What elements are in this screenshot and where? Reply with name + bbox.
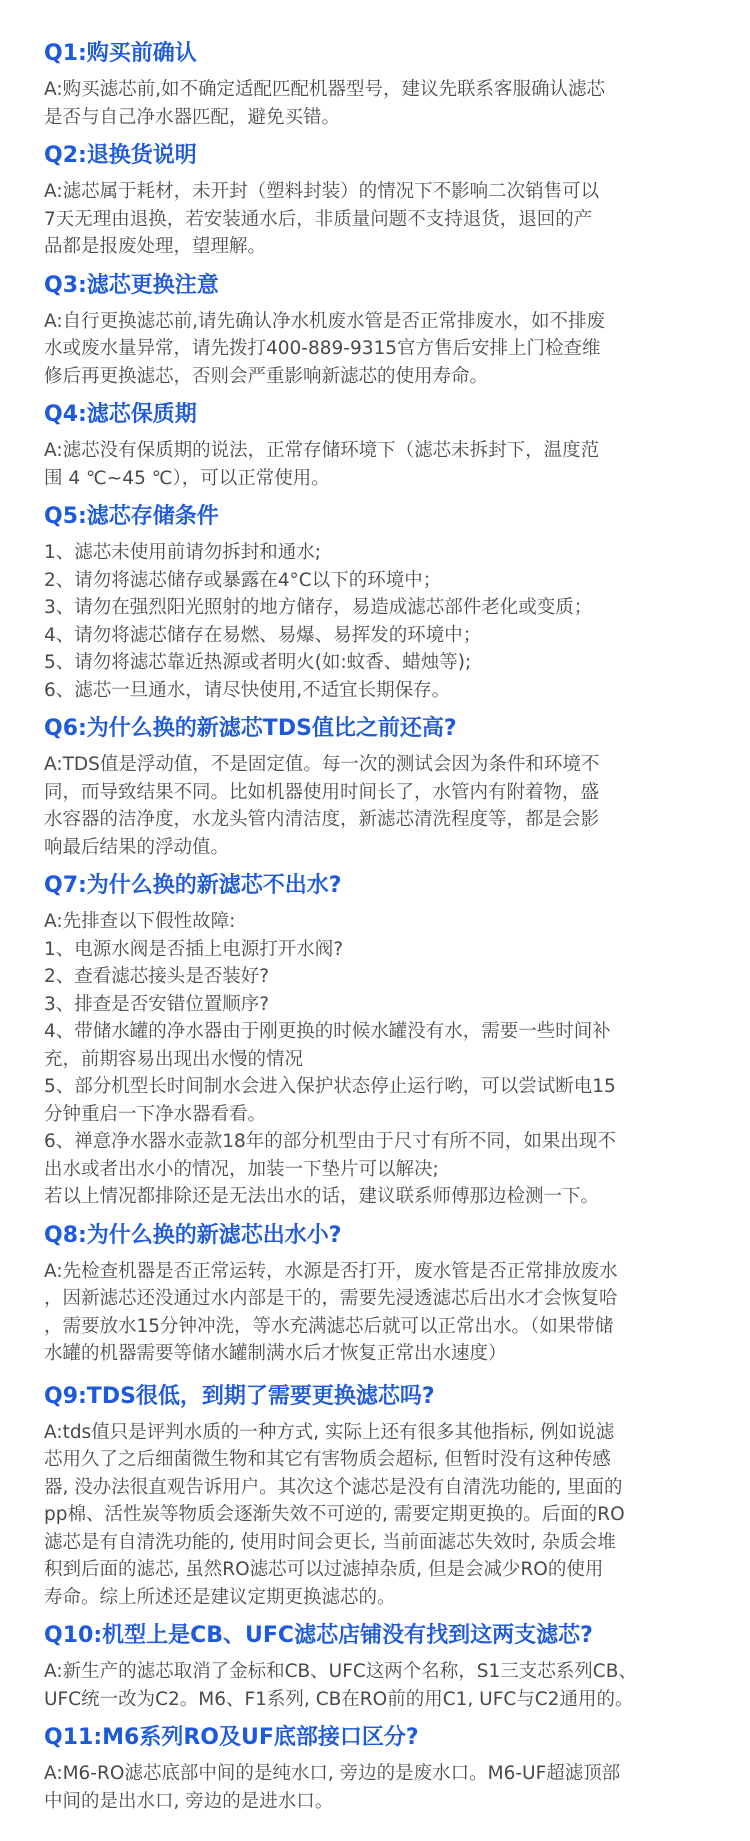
faq-answer-line: 器, 没办法很直观告诉用户。其次这个滤芯是没有自清洗功能的, 里面的 — [44, 1476, 623, 1498]
faq-item-q8 — [44, 1220, 712, 1368]
faq-answer-line: 3、排查是否安错位置顺序? — [44, 993, 270, 1015]
faq-answer-line: 水容器的洁净度，水龙头管内清洁度，新滤芯清洗程度等，都是会影 — [44, 809, 600, 830]
faq-answer-line: 积到后面的滤芯, 虽然RO滤芯可以过滤掉杂质, 但是会减少RO的使用 — [44, 1559, 604, 1580]
faq-item-q5 — [44, 501, 712, 704]
faq-question: Q7:为什么换的新滤芯不出水? — [44, 873, 342, 898]
faq-answer-line: A:tds值只是评判水质的一种方式, 实际上还有很多其他指标, 例如说滤 — [44, 1421, 615, 1443]
faq-answer-line: 1、电源水阀是否插上电源打开水阀? — [44, 938, 344, 960]
faq-answer-line: 品都是报废处理，望理解。 — [44, 236, 267, 257]
faq-question: Q3:滤芯更换注意 — [44, 272, 219, 298]
faq-answer-line: 3、请勿在强烈阳光照射的地方储存，易造成滤芯部件老化或变质； — [44, 597, 593, 618]
faq-item-q9 — [44, 1381, 712, 1612]
faq-answer-line: ，因新滤芯还没通过水内部是干的，需要先浸透滤芯后出水才会恢复哈 — [44, 1288, 618, 1309]
faq-answer-line: 滤芯是有自清洗功能的, 使用时间会更长, 当前面滤芯失效时, 杂质会堆 — [44, 1531, 616, 1553]
faq-answer-line: 2、查看滤芯接头是否装好? — [44, 966, 270, 987]
faq-answer-line: 7天无理由退换，若安装通水后，非质量问题不支持退货，退回的产 — [44, 208, 593, 230]
faq-item-q3 — [44, 270, 712, 391]
faq-answer-line: 围 4 ℃~45 ℃），可以正常使用。 — [44, 467, 330, 489]
faq-answer-line: A:先排查以下假性故障: — [44, 911, 236, 932]
faq-question: Q9:TDS很低，到期了需要更换滤芯吗? — [44, 1383, 435, 1409]
faq-question: Q8:为什么换的新滤芯出水小? — [44, 1222, 342, 1248]
faq-question: Q1:购买前确认 — [44, 41, 197, 66]
faq-answer-line: A:TDS值是浮动值，不是固定值。每一次的测试会因为条件和环境不 — [44, 754, 600, 775]
faq-answer-line: pp棉、活性炭等物质会逐渐失效不可逆的, 需要定期更换的。后面的RO — [44, 1504, 625, 1525]
faq-answer-line: 6、滤芯一旦通水，请尽快使用,不适宜长期保存。 — [44, 679, 451, 701]
faq-item-q6 — [44, 713, 712, 861]
faq-item-q1 — [44, 38, 712, 131]
faq-answer-line: 芯用久了之后细菌微生物和其它有害物质会超标, 但暂时没有这种传感 — [44, 1449, 611, 1470]
faq-answer-line: 修后再更换滤芯，否则会严重影响新滤芯的使用寿命。 — [44, 365, 489, 387]
faq-item-q11 — [44, 1722, 712, 1815]
faq-answer-line: 分钟重启一下净水器看看。 — [44, 1103, 267, 1125]
faq-question: Q10:机型上是CB、UFC滤芯店铺没有找到这两支滤芯? — [44, 1623, 593, 1648]
faq-item-q10 — [44, 1620, 712, 1713]
faq-answer-line: A:M6-RO滤芯底部中间的是纯水口, 旁边的是废水口。M6-UF超滤顶部 — [44, 1763, 621, 1784]
faq-question: Q11:M6系列RO及UF底部接口区分? — [44, 1725, 419, 1750]
faq-answer-line: A:购买滤芯前,如不确定适配匹配机器型号，建议先联系客服确认滤芯 — [44, 79, 605, 100]
faq-answer-line: ，需要放水15分钟冲洗，等水充满滤芯后就可以正常出水。（如果带储 — [44, 1315, 614, 1337]
faq-answer-line: A:滤芯没有保质期的说法，正常存储环境下（滤芯未拆封下，温度范 — [44, 440, 600, 461]
faq-answer-line: 5、部分机型长时间制水会进入保护状态停止运行哟，可以尝试断电15 — [44, 1076, 616, 1097]
faq-answer-line: A:先检查机器是否正常运转，水源是否打开，废水管是否正常排放废水 — [44, 1260, 618, 1282]
faq-answer-line: 4、请勿将滤芯储存在易燃、易爆、易挥发的环境中； — [44, 624, 482, 646]
faq-answer-line: A:新生产的滤芯取消了金标和CB、UFC这两个名称，S1三支芯系列CB、 — [44, 1661, 637, 1682]
faq-answer-line: 水罐的机器需要等储水罐制满水后才恢复正常出水速度） — [44, 1343, 507, 1364]
faq-answer-line: 1、滤芯未使用前请勿拆封和通水; — [44, 542, 322, 563]
faq-answer-line: 6、禅意净水器水壶款18年的部分机型由于尺寸有所不同，如果出现不 — [44, 1131, 616, 1152]
faq-question: Q6:为什么换的新滤芯TDS值比之前还高? — [44, 716, 457, 741]
faq-answer-line: 响最后结果的浮动值。 — [44, 836, 230, 858]
faq-answer-line: 4、带储水罐的净水器由于刚更换的时候水罐没有水，需要一些时间补 — [44, 1021, 611, 1042]
faq-answer-line: 中间的是出水口, 旁边的是进水口。 — [44, 1790, 334, 1812]
faq-answer-line: A:自行更换滤芯前,请先确认净水机废水管是否正常排废水，如不排废 — [44, 310, 605, 332]
faq-answer-line: UFC统一改为C2。M6、F1系列, CB在RO前的用C1, UFC与C2通用的。 — [44, 1688, 634, 1710]
faq-item-q2 — [44, 140, 712, 261]
faq-item-q7 — [44, 870, 712, 1211]
faq-answer-line: 是否与自己净水器匹配，避免买错。 — [44, 106, 341, 128]
faq-answer-line: 同，而导致结果不同。比如机器使用时间长了，水管内有附着物，盛 — [44, 781, 600, 803]
faq-answer-line: A:滤芯属于耗材，未开封（塑料封装）的情况下不影响二次销售可以 — [44, 181, 600, 202]
faq-answer-line: 出水或者出水小的情况，加装一下垫片可以解决; — [44, 1158, 439, 1180]
faq-answer-line: 水或废水量异常，请先拨打400-889-9315官方售后安排上门检查维 — [44, 338, 601, 359]
faq-question: Q5:滤芯存储条件 — [44, 504, 219, 529]
faq-answer-line: 若以上情况都排除还是无法出水的话，建议联系师傅那边检测一下。 — [44, 1186, 600, 1207]
faq-question: Q2:退换货说明 — [44, 143, 197, 168]
faq-answer-line: 充，前期容易出现出水慢的情况 — [44, 1048, 304, 1070]
faq-answer-line: 2、请勿将滤芯储存或暴露在4°C以下的环境中； — [44, 569, 442, 591]
faq-question: Q4:滤芯保质期 — [44, 402, 197, 427]
faq-item-q4 — [44, 399, 712, 492]
faq-answer-line: 寿命。综上所述还是建议定期更换滤芯的。 — [44, 1586, 396, 1608]
faq-answer-line: 5、请勿将滤芯靠近热源或者明火(如:蚊香、蜡烛等); — [44, 652, 472, 673]
